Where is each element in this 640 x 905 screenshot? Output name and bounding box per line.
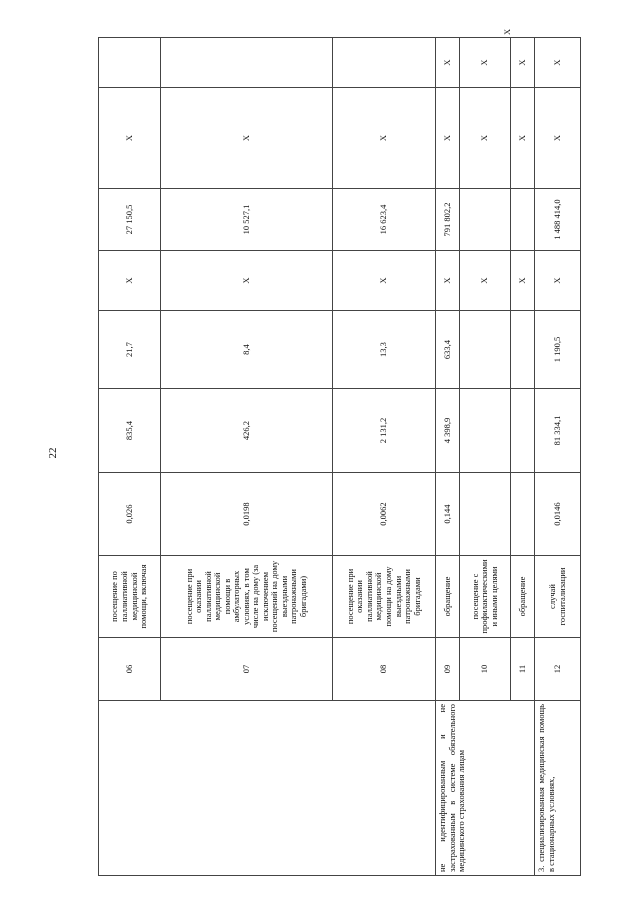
total-budget-cell: 27 150,5 — [99, 189, 161, 251]
total-budget-cell: 1 488 414,0 — [535, 189, 581, 251]
norm-cell: 0,0198 — [161, 473, 333, 556]
total-budget-cell: 16 623,4 — [333, 189, 436, 251]
total-oms-cell: X — [436, 88, 460, 189]
category-cell: 3. специализированная медицинская помощь в стационарных условиях, — [535, 701, 581, 876]
unit-cell: посещение по паллиативной медицинской помощи, включая — [99, 556, 161, 638]
per-capita-budget-cell — [511, 311, 535, 389]
table-row — [99, 38, 161, 876]
financing-table — [98, 28, 581, 876]
total-oms-cell: X — [535, 88, 581, 189]
unit-cell: посещение при оказании паллиативной медицинской помощи в амбулаторных условиях, в том числе на дому (за исключением посещений на дому выездными патронажными бригадами) — [161, 556, 333, 638]
unit-cell: обращение — [511, 556, 535, 638]
cost-cell — [460, 389, 511, 473]
unit-cell: случай госпитализации — [535, 556, 581, 638]
cost-cell: 426,2 — [161, 389, 333, 473]
row-number: 06 — [99, 638, 161, 701]
norm-cell — [511, 473, 535, 556]
row-number: 10 — [460, 638, 511, 701]
row-number: 09 — [436, 638, 460, 701]
per-capita-budget-cell: 633,4 — [436, 311, 460, 389]
per-capita-oms-cell: X — [333, 251, 436, 311]
total-pct-cell — [161, 38, 333, 88]
per-capita-oms-cell: X — [436, 251, 460, 311]
row-number: 11 — [511, 638, 535, 701]
total-oms-cell: X — [333, 88, 436, 189]
category-cell: не идентифицированным и не застрахованным в системе обязательного медицинского страхования лицам — [436, 701, 535, 876]
per-capita-oms-cell: X — [161, 251, 333, 311]
per-capita-oms-cell: X — [99, 251, 161, 311]
page-number: 22 — [47, 447, 59, 459]
per-capita-oms-cell: X — [511, 251, 535, 311]
total-oms-cell: X — [161, 88, 333, 189]
total-pct-cell: X — [436, 38, 460, 88]
per-capita-budget-cell: 1 190,5 — [535, 311, 581, 389]
unit-cell: посещение при оказании паллиативной медицинской помощи на дому выездными патронажными бригадами — [333, 556, 436, 638]
row-number: 07 — [161, 638, 333, 701]
per-capita-budget-cell — [460, 311, 511, 389]
total-budget-cell — [460, 189, 511, 251]
total-pct-cell: X — [511, 38, 535, 88]
table-row: не идентифицированным и не застрахованным в системе обязательного медицинского страхования лицам 09 обращение 0,144 4 398,9 633,4 X 791 802,2 X X X — [436, 38, 460, 876]
total-budget-cell: 791 802,2 — [436, 189, 460, 251]
total-budget-cell — [511, 189, 535, 251]
total-pct-cell — [333, 38, 436, 88]
norm-cell: 0,0146 — [535, 473, 581, 556]
total-oms-cell: X — [511, 88, 535, 189]
norm-cell: 0,026 — [99, 473, 161, 556]
total-pct-cell: X — [460, 38, 511, 88]
per-capita-oms-cell: X — [460, 251, 511, 311]
total-oms-cell: X — [99, 88, 161, 189]
rotated-table — [98, 28, 580, 876]
cost-cell: 835,4 — [99, 389, 161, 473]
unit-cell: посещение с профилактическими и иными целями — [460, 556, 511, 638]
cost-cell: 2 131,2 — [333, 389, 436, 473]
per-capita-budget-cell: 21,7 — [99, 311, 161, 389]
row-number: 08 — [333, 638, 436, 701]
per-capita-budget-cell: 8,4 — [161, 311, 333, 389]
cost-cell — [511, 389, 535, 473]
table-container — [98, 28, 580, 876]
total-oms-cell: X — [460, 88, 511, 189]
norm-cell: 0,144 — [436, 473, 460, 556]
row-number: 12 — [535, 638, 581, 701]
total-budget-cell: 10 527,1 — [161, 189, 333, 251]
category-cell — [99, 701, 436, 876]
cost-cell: 4 398,9 — [436, 389, 460, 473]
norm-cell: 0,0062 — [333, 473, 436, 556]
per-capita-oms-cell: X — [535, 251, 581, 311]
total-pct-cell — [99, 38, 161, 88]
norm-cell — [460, 473, 511, 556]
cost-cell: 81 334,1 — [535, 389, 581, 473]
table-row — [535, 38, 581, 876]
unit-cell: обращение — [436, 556, 460, 638]
per-capita-budget-cell: 13,3 — [333, 311, 436, 389]
total-pct-cell: X — [535, 38, 581, 88]
